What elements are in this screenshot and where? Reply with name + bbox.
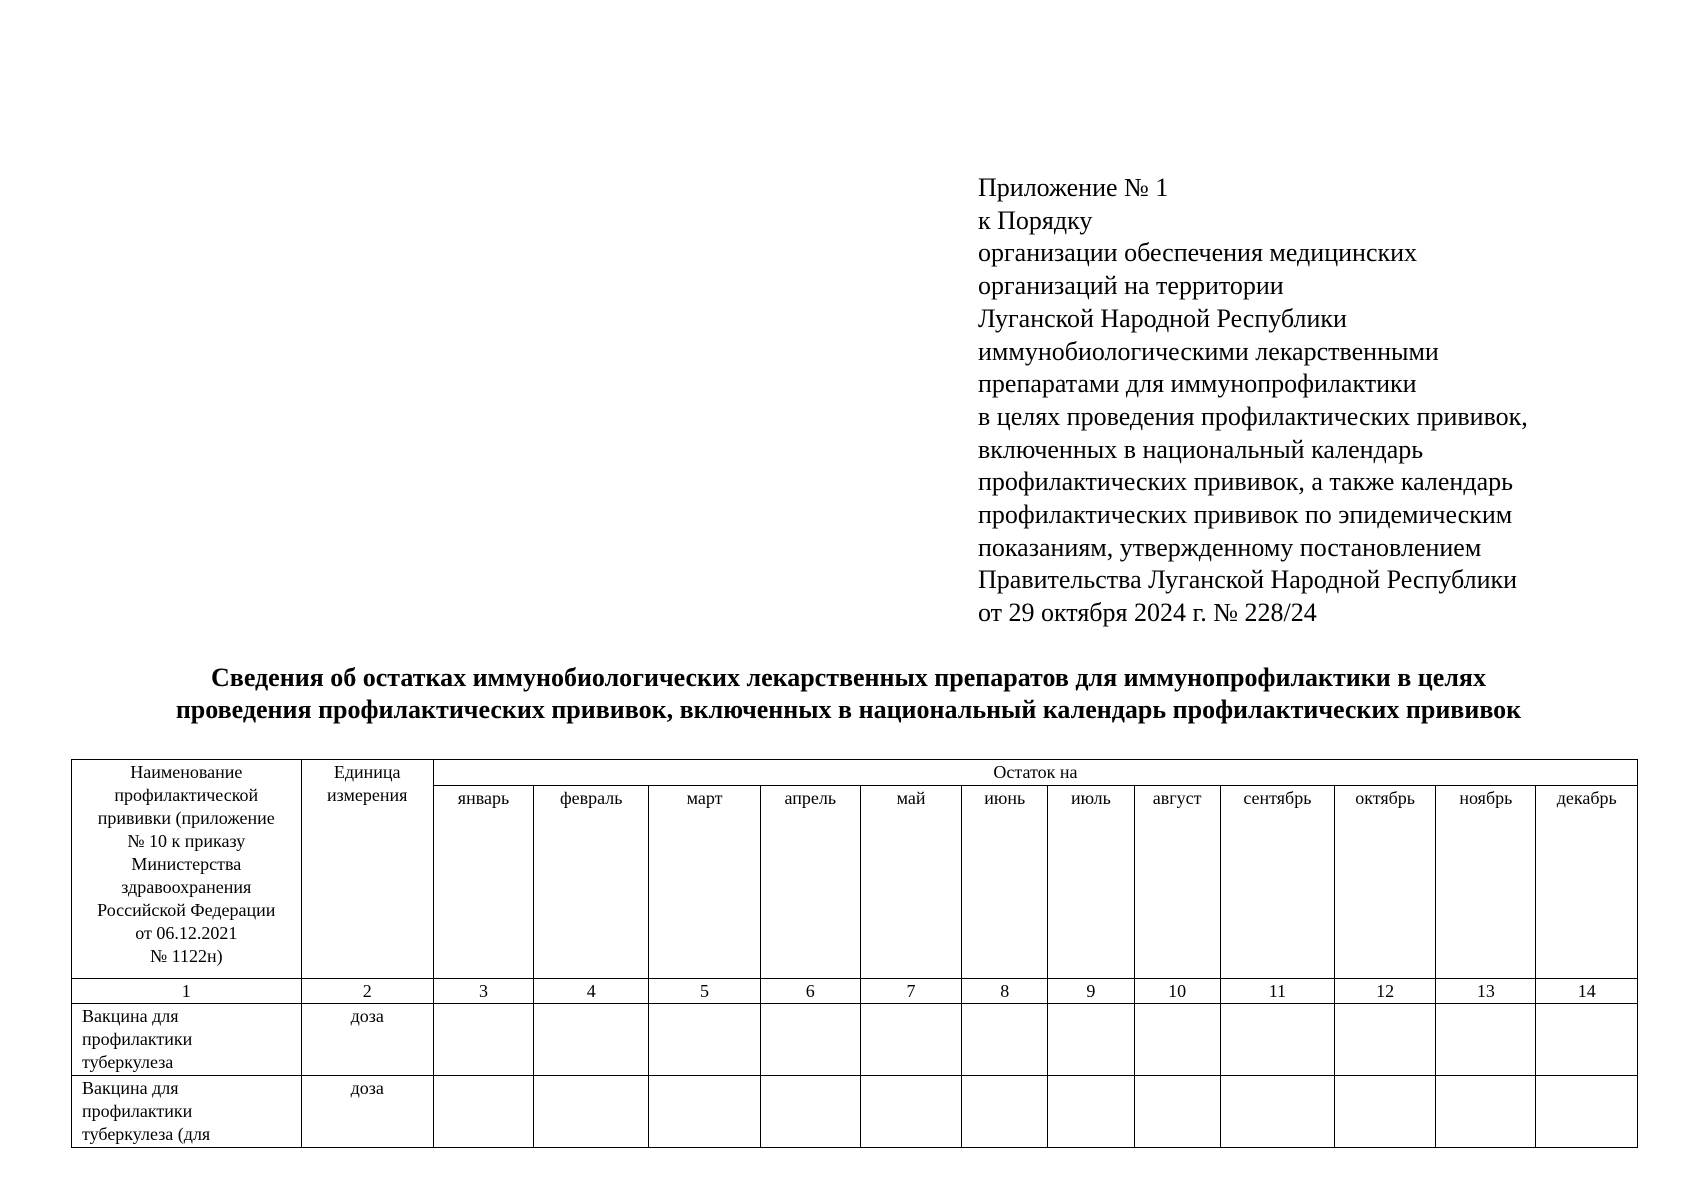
header-remainder: Остаток на (433, 760, 1637, 786)
appendix-line: организаций на территории (978, 271, 1284, 301)
column-number: 12 (1335, 979, 1436, 1004)
appendix-line: организации обеспечения медицинских (978, 238, 1418, 268)
column-number: 4 (534, 979, 649, 1004)
header-month-august: август (1134, 786, 1220, 979)
remainder-cell-december[interactable] (1536, 1004, 1638, 1076)
remainder-cell-april[interactable] (760, 1076, 860, 1148)
header-text: прививки (приложение (97, 808, 275, 828)
remainder-cell-february[interactable] (534, 1076, 649, 1148)
remainder-cell-february[interactable] (534, 1004, 649, 1076)
column-number: 14 (1536, 979, 1638, 1004)
document-title-line-2: проведения профилактических прививок, включенных в национальный календарь профилактических прививок (175, 695, 1522, 724)
column-number: 13 (1436, 979, 1536, 1004)
vaccine-name-text: Вакцина для (82, 1078, 179, 1098)
appendix-line: иммунобиологическими лекарственными (978, 336, 1439, 366)
appendix-line: профилактических прививок, а также календарь (978, 467, 1513, 497)
appendix-line: включенных в национальный календарь (978, 434, 1424, 464)
appendix-line: к Порядку (978, 205, 1093, 235)
column-numbers-row (72, 979, 1638, 1004)
remainder-cell-april[interactable] (760, 1004, 860, 1076)
vaccine-name-cell (72, 1004, 302, 1076)
column-number: 2 (301, 979, 433, 1004)
header-month-may: май (860, 786, 961, 979)
vaccine-name-text: туберкулеза (82, 1052, 174, 1072)
header-text: № 1122н) (149, 946, 223, 966)
vaccine-name-text: туберкулеза (для (82, 1124, 211, 1144)
header-month-october: октябрь (1335, 786, 1436, 979)
table-row (72, 1004, 1638, 1076)
remainder-cell-march[interactable] (649, 1004, 760, 1076)
header-month-december: декабрь (1536, 786, 1638, 979)
header-text: Наименование (130, 762, 243, 782)
remainders-table (71, 759, 1638, 1148)
header-month-march: март (649, 786, 760, 979)
vaccine-name-cell (72, 1076, 302, 1148)
header-text: профилактической (114, 785, 259, 805)
appendix-line: профилактических прививок по эпидемическим (978, 500, 1513, 530)
remainder-cell-october[interactable] (1335, 1004, 1436, 1076)
remainder-cell-september[interactable] (1220, 1076, 1334, 1148)
header-text: Министерства (131, 854, 242, 874)
appendix-line: Правительства Луганской Народной Республики (978, 565, 1518, 595)
header-month-april: апрель (760, 786, 860, 979)
remainder-cell-november[interactable] (1436, 1076, 1536, 1148)
column-number: 8 (962, 979, 1048, 1004)
appendix-line: Луганской Народной Республики (978, 303, 1347, 333)
header-month-february: февраль (534, 786, 649, 979)
remainder-cell-october[interactable] (1335, 1076, 1436, 1148)
document-title (60, 662, 1637, 726)
column-number: 5 (649, 979, 760, 1004)
remainder-cell-june[interactable] (962, 1004, 1048, 1076)
table-row (72, 1076, 1638, 1148)
remainder-cell-august[interactable] (1134, 1076, 1220, 1148)
header-month-june: июнь (962, 786, 1048, 979)
remainder-cell-november[interactable] (1436, 1004, 1536, 1076)
unit-cell: доза (301, 1004, 433, 1076)
vaccine-name-text: профилактики (82, 1101, 193, 1121)
remainder-cell-june[interactable] (962, 1076, 1048, 1148)
remainder-cell-may[interactable] (860, 1004, 961, 1076)
column-number: 1 (72, 979, 302, 1004)
header-unit (301, 760, 433, 979)
column-number: 6 (760, 979, 860, 1004)
header-text: от 06.12.2021 (135, 923, 238, 943)
header-month-november: ноябрь (1436, 786, 1536, 979)
header-month-july: июль (1048, 786, 1134, 979)
header-text: Единица (333, 762, 401, 782)
remainder-cell-march[interactable] (649, 1076, 760, 1148)
header-month-january: январь (433, 786, 533, 979)
appendix-line: показаниям, утвержденному постановлением (978, 532, 1482, 562)
remainder-cell-august[interactable] (1134, 1004, 1220, 1076)
unit-cell: доза (301, 1076, 433, 1148)
remainder-cell-december[interactable] (1536, 1076, 1638, 1148)
remainder-cell-july[interactable] (1048, 1004, 1134, 1076)
remainder-cell-january[interactable] (433, 1076, 533, 1148)
vaccine-name-text: Вакцина для (82, 1006, 179, 1026)
remainder-cell-july[interactable] (1048, 1076, 1134, 1148)
header-vaccination-name (72, 760, 302, 979)
header-text: измерения (327, 785, 408, 805)
column-number: 3 (433, 979, 533, 1004)
document-title-line-1: Сведения об остатках иммунобиологических лекарственных препаратов для иммунопрофилактики в целях (211, 663, 1486, 692)
header-month-september: сентябрь (1220, 786, 1334, 979)
appendix-line: в целях проведения профилактических прививок, (978, 401, 1528, 431)
column-number: 10 (1134, 979, 1220, 1004)
column-number: 9 (1048, 979, 1134, 1004)
remainder-cell-may[interactable] (860, 1076, 961, 1148)
appendix-line: от 29 октября 2024 г. № 228/24 (978, 598, 1317, 628)
header-text: Российской Федерации (97, 900, 276, 920)
appendix-line: препаратами для иммунопрофилактики (978, 369, 1417, 399)
vaccine-name-text: профилактики (82, 1029, 193, 1049)
remainder-cell-september[interactable] (1220, 1004, 1334, 1076)
table-header-row (72, 760, 1638, 786)
header-text: здравоохранения (121, 877, 252, 897)
header-text: № 10 к приказу (127, 831, 246, 851)
column-number: 7 (860, 979, 961, 1004)
appendix-line: Приложение № 1 (978, 173, 1169, 202)
appendix-block (978, 172, 1618, 630)
remainder-cell-january[interactable] (433, 1004, 533, 1076)
column-number: 11 (1220, 979, 1334, 1004)
